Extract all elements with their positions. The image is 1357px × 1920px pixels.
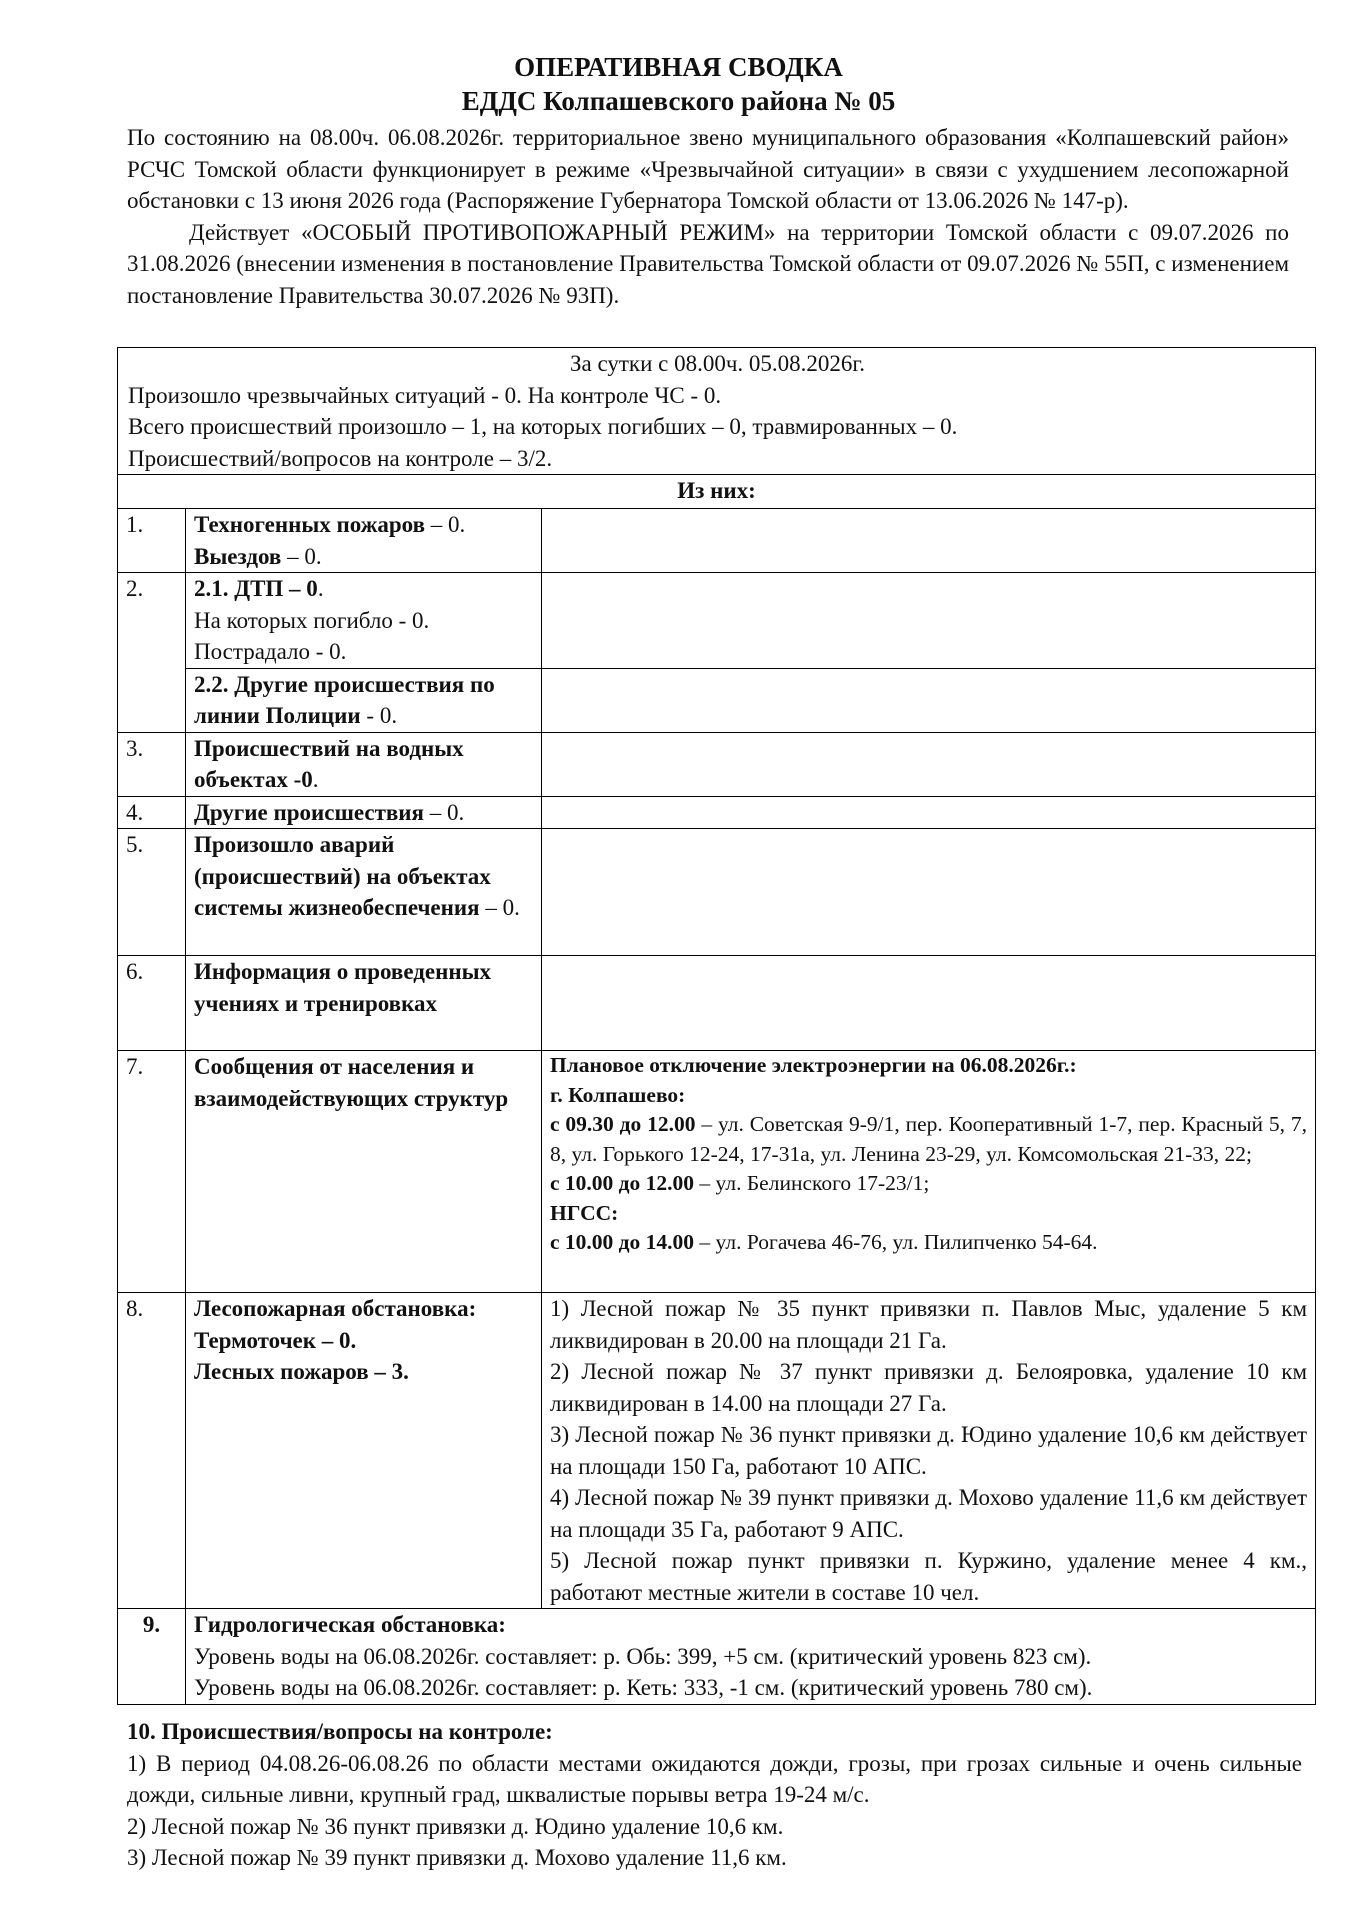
outage-time-2: с 10.00 до 12.00 — [550, 1171, 695, 1195]
row-details — [542, 956, 1316, 1051]
police-incidents-value: - 0. — [360, 703, 398, 728]
row-number: 7. — [118, 1051, 186, 1293]
table-row-9 — [118, 1609, 1316, 1705]
row-label — [186, 796, 542, 829]
forest-fire-label — [186, 1293, 542, 1609]
summary-line-control: Происшествий/вопросов на контроле – 3/2. — [128, 445, 553, 471]
table-row-5 — [118, 829, 1316, 956]
table-row-1 — [118, 509, 1316, 573]
outage-addresses-2: – ул. Белинского 17-23/1; — [694, 1171, 930, 1195]
outage-time-1: с 09.30 до 12.00 — [550, 1112, 696, 1136]
list-item: 2) Лесной пожар № 36 пункт привязки д. Юдино удаление 10,6 км. — [127, 1813, 784, 1839]
list-item: 3) Лесной пожар № 39 пункт привязки д. Мохово удаление 11,6 км. — [127, 1845, 787, 1870]
hydrology-cell — [186, 1609, 1316, 1705]
row-number: 8. — [118, 1293, 186, 1609]
of-them-row — [118, 475, 1316, 509]
intro-paragraph-regime: По состоянию на 08.00ч. 06.08.2026г. территориальное звено муниципального образования «Колпашевский район» РСЧС Томской области функционирует в режиме «Чрезвычайной ситуации» в связи с ухудшением лесопожарной обстановки с 13 июня 2026 года (Распоряжение Губернатора Томской области от 13.06.2026 № 147-р). — [127, 125, 1289, 213]
row-label — [186, 829, 542, 956]
forest-fires-count: Лесных пожаров – 3. — [194, 1359, 409, 1384]
row-label — [186, 509, 542, 573]
forest-fire-details — [542, 1293, 1316, 1609]
row-details — [542, 509, 1316, 573]
list-item: 3) Лесной пожар № 36 пункт привязки д. Юдино удаление 10,6 км действует на площади 150 Га, работают 10 АПС. — [550, 1422, 1308, 1479]
police-incidents-label: 2.2. Другие происшествия по линии Полиции — [194, 671, 495, 728]
control-section-title: 10. Происшествия/вопросы на контроле: — [127, 1719, 553, 1744]
table-row-8 — [118, 1293, 1316, 1609]
list-item: 2) Лесной пожар № 37 пункт привязки д. Белояровка, удаление 10 км ликвидирован в 14.00 на площади 27 Га. — [550, 1359, 1308, 1416]
table-row-4 — [118, 796, 1316, 829]
table-row-3 — [118, 732, 1316, 796]
row-details — [542, 573, 1316, 669]
row-number: 3. — [118, 732, 186, 796]
control-section — [127, 1716, 1302, 1874]
dispatches-label: Выездов — [194, 543, 282, 569]
summary-period: За сутки с 08.00ч. 05.08.2026г. — [569, 351, 866, 376]
drills-label: Информация о проведенных учениях и тренировках — [186, 956, 542, 1051]
row-number: 6. — [118, 956, 186, 1051]
power-outage-details — [542, 1051, 1316, 1293]
reports-label: Сообщения от населения и взаимодействующих структур — [186, 1051, 542, 1293]
dtp-injured: Пострадало - 0. — [194, 639, 347, 664]
row-label — [186, 668, 542, 732]
row-details — [542, 668, 1316, 732]
summary-cell — [118, 348, 1316, 475]
list-item: 1) Лесной пожар № 35 пункт привязки п. Павлов Мыс, удаление 5 км ликвидирован в 20.00 на площади 21 Га. — [550, 1296, 1308, 1353]
intro-paragraph-fire-mode: Действует «ОСОБЫЙ ПРОТИВОПОЖАРНЫЙ РЕЖИМ» на территории Томской области с 09.07.2026 по 31.08.2026 (внесении изменения в постановление Правительства Томской области от 09.07.2026 № 55П, с изменением постановление Правительства 30.07.2026 № 93П). — [127, 219, 1289, 308]
row-label — [186, 732, 542, 796]
table-row-6 — [118, 956, 1316, 1051]
thermal-points: Термоточек – 0. — [194, 1327, 357, 1353]
table-row-2 — [118, 573, 1316, 669]
row-number: 5. — [118, 829, 186, 956]
row-number: 9. — [118, 1609, 186, 1705]
summary-row — [118, 348, 1316, 475]
row-details — [542, 829, 1316, 956]
water-level-ob: Уровень воды на 06.08.2026г. составляет: р. Обь: 399, +5 см. (критический уровень 823 см). — [194, 1643, 1092, 1669]
summary-line-incidents: Всего происшествий произошло – 1, на которых погибших – 0, травмированных – 0. — [128, 414, 958, 439]
outage-city: г. Колпашево: — [550, 1082, 686, 1107]
outage-addresses-3: – ул. Рогачева 46-76, ул. Пилипченко 54-64. — [694, 1230, 1098, 1254]
document-title: ОПЕРАТИВНАЯ СВОДКА — [514, 52, 843, 82]
row-label — [186, 573, 542, 669]
outage-addresses-1: – ул. Советская 9-9/1, пер. Кооперативный 1-7, пер. Красный 5, 7, 8, ул. Горького 12-24, 17-31а, ул. Ленина 23-29, ул. Комсомольская 21-33, 22; — [550, 1112, 1308, 1166]
document-subtitle: ЕДДС Колпашевского района № 05 — [461, 86, 896, 116]
list-item: 4) Лесной пожар № 39 пункт привязки д. Мохово удаление 11,6 км действует на площади 35 Га, работают 9 АПС. — [550, 1485, 1308, 1542]
row-number: 4. — [118, 796, 186, 829]
table-row-7 — [118, 1051, 1316, 1293]
tech-fires-value: – 0. — [425, 512, 466, 537]
of-them-heading: Из них: — [118, 475, 1316, 509]
water-incidents-label: Происшествий на водных объектах -0 — [194, 735, 464, 792]
tech-fires-label: Техногенных пожаров — [194, 512, 426, 537]
forest-fire-title: Лесопожарная обстановка: — [194, 1296, 477, 1321]
accidents-label: Произошло аварий (происшествий) на объектах системы жизнеобеспечения — [194, 832, 491, 920]
dispatches-value: – 0. — [281, 543, 322, 569]
row-details — [542, 732, 1316, 796]
outage-heading: Плановое отключение электроэнергии на 06.08.2026г.: — [550, 1053, 1077, 1077]
dtp-label: 2.1. ДТП – 0 — [194, 576, 318, 601]
water-level-ket: Уровень воды на 06.08.2026г. составляет: р. Кеть: 333, -1 см. (критический уровень 780 см). — [194, 1675, 1093, 1700]
list-item: 1) В период 04.08.26-06.08.26 по области местами ожидаются дожди, грозы, при грозах сильные и очень сильные дожди, сильные ливни, крупный град, шквалистые порывы ветра 19-24 м/с. — [127, 1750, 1302, 1807]
dtp-killed: На которых погибло - 0. — [194, 607, 430, 633]
row-details — [542, 796, 1316, 829]
other-incidents-value: – 0. — [424, 799, 465, 825]
table-row-2-2 — [118, 668, 1316, 732]
row-number: 2. — [118, 573, 186, 733]
summary-table — [117, 347, 1316, 1705]
other-incidents-label: Другие происшествия — [194, 799, 424, 825]
intro-block — [127, 122, 1289, 311]
dtp-dot: . — [317, 576, 324, 601]
outage-time-3: с 10.00 до 14.00 — [550, 1230, 695, 1254]
list-item: 5) Лесной пожар пункт привязки п. Куржино, удаление менее 4 км., работают местные жители в составе 10 чел. — [550, 1548, 1308, 1605]
row-number: 1. — [118, 509, 186, 573]
outage-ngss: НГСС: — [550, 1200, 619, 1225]
water-incidents-value: . — [312, 767, 319, 792]
summary-line-emergencies: Произошло чрезвычайных ситуаций - 0. На контроле ЧС - 0. — [128, 382, 722, 408]
accidents-value: – 0. — [479, 895, 520, 920]
hydrology-title: Гидрологическая обстановка: — [194, 1612, 506, 1637]
